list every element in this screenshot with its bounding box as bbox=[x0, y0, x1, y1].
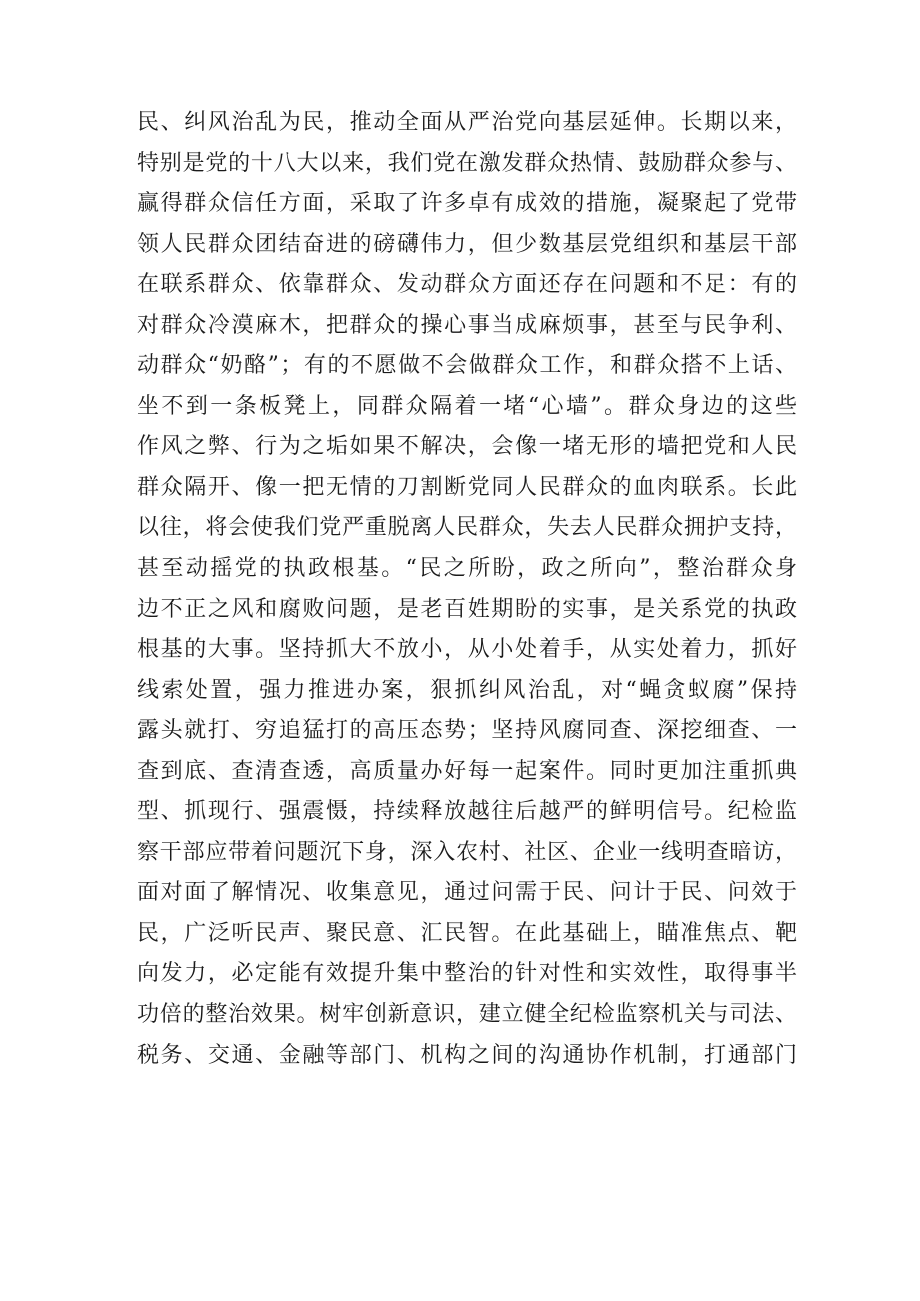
text-line: 在联系群众、依靠群众、发动群众方面还存在问题和不足：有的 bbox=[137, 272, 799, 298]
text-line: 甚至动摇党的执政根基。“民之所盼，政之所向”，整治群众身 bbox=[137, 556, 800, 582]
text-line: 线索处置，强力推进办案，狠抓纠风治乱，对“蝇贪蚁腐”保持 bbox=[137, 677, 800, 703]
text-line: 民、纠风治乱为民，推动全面从严治党向基层延伸。长期以来， bbox=[137, 110, 799, 135]
text-line: 领人民群众团结奋进的磅礴伟力，但少数基层党组织和基层干部 bbox=[137, 231, 799, 257]
text-line: 赢得群众信任方面，采取了许多卓有成效的措施，凝聚起了党带 bbox=[137, 191, 799, 217]
text-line: 特别是党的十八大以来，我们党在激发群众热情、鼓励群众参与、 bbox=[137, 150, 798, 176]
text-line: 察干部应带着问题沉下身，深入农村、社区、企业一线明查暗访， bbox=[137, 839, 798, 865]
text-line: 税务、交通、金融等部门、机构之间的沟通协作机制，打通部门 bbox=[137, 1042, 799, 1068]
text-line: 动群众“奶酪”；有的不愿做不会做群众工作，和群众搭不上话、 bbox=[137, 353, 799, 379]
text-line: 功倍的整治效果。树牢创新意识，建立健全纪检监察机关与司法、 bbox=[137, 1002, 798, 1028]
text-line: 型、抓现行、强震慑，持续释放越往后越严的鲜明信号。纪检监 bbox=[137, 799, 799, 825]
text-line: 露头就打、穷追猛打的高压态势；坚持风腐同查、深挖细查、一 bbox=[137, 718, 799, 744]
body-paragraph bbox=[137, 103, 800, 1076]
text-line: 向发力，必定能有效提升集中整治的针对性和实效性，取得事半 bbox=[137, 961, 799, 987]
text-line: 对群众冷漠麻木，把群众的操心事当成麻烦事，甚至与民争利、 bbox=[137, 312, 799, 338]
text-line: 民，广泛听民声、聚民意、汇民智。在此基础上，瞄准焦点、靶 bbox=[137, 920, 799, 946]
text-line: 边不正之风和腐败问题，是老百姓期盼的实事，是关系党的执政 bbox=[137, 596, 799, 622]
text-line: 群众隔开、像一把无情的刀割断党同人民群众的血肉联系。长此 bbox=[137, 474, 799, 500]
text-line: 以往，将会使我们党严重脱离人民群众，失去人民群众拥护支持， bbox=[137, 515, 798, 541]
text-line: 查到底、查清查透，高质量办好每一起案件。同时更加注重抓典 bbox=[137, 758, 799, 784]
text-line: 根基的大事。坚持抓大不放小，从小处着手，从实处着力，抓好 bbox=[137, 637, 799, 663]
text-line: 面对面了解情况、收集意见，通过问需于民、问计于民、问效于 bbox=[137, 880, 799, 906]
text-line: 坐不到一条板凳上，同群众隔着一堵“心墙”。群众身边的这些 bbox=[137, 393, 800, 419]
text-line: 作风之弊、行为之垢如果不解决，会像一堵无形的墙把党和人民 bbox=[137, 434, 799, 460]
